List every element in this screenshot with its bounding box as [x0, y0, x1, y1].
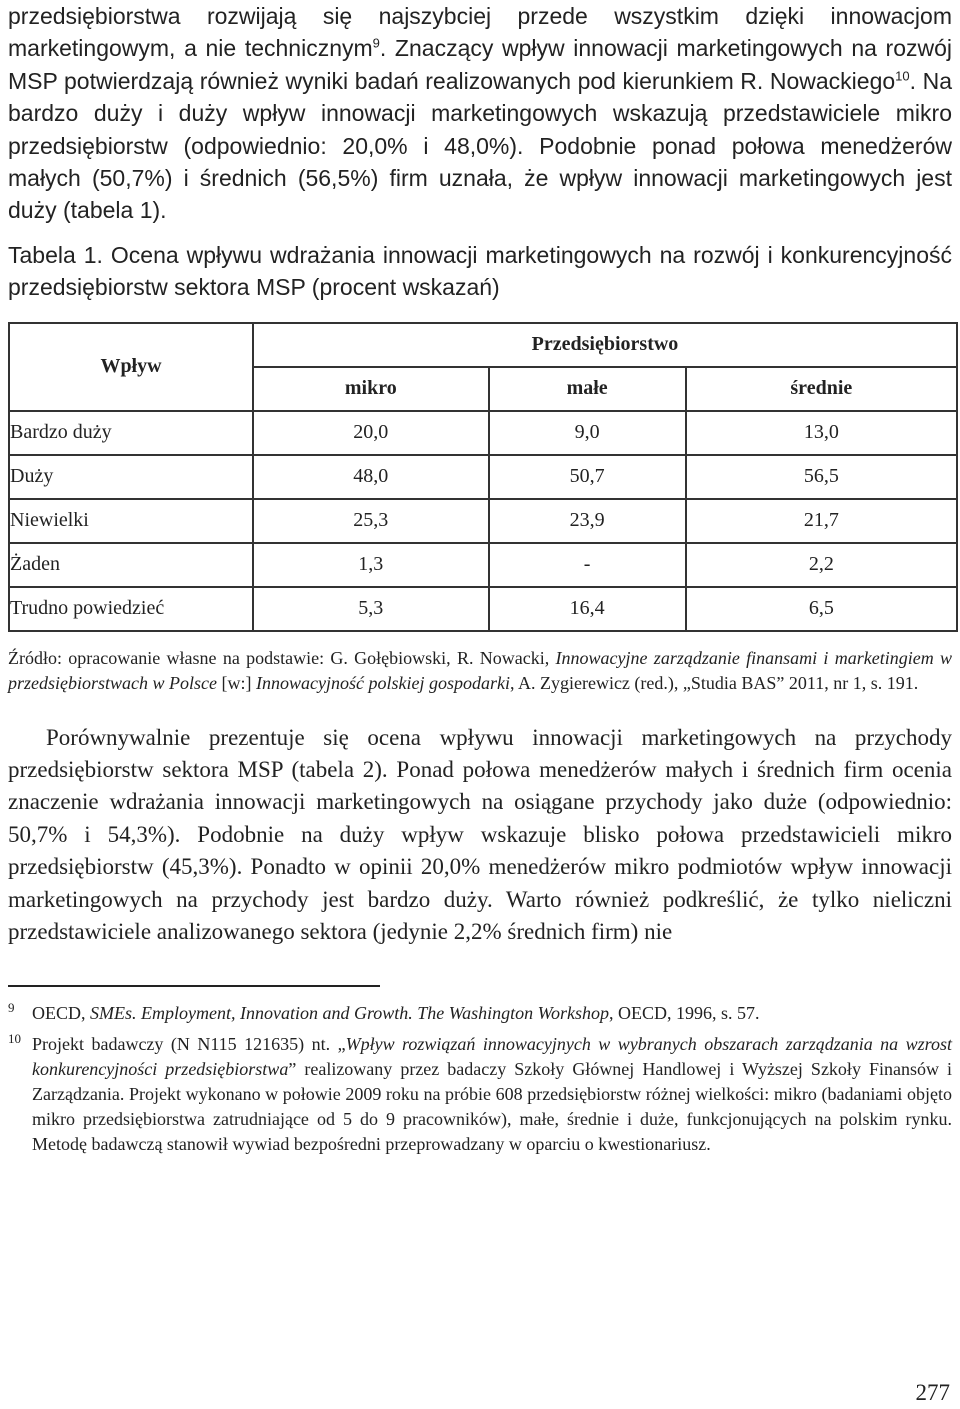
body-paragraph: Porównywalnie prezentuje się ocena wpływu innowacji marketingowych na przychody przedsiębiorstw sektora MSP (tabela 2). Ponad połowa menedżerów małych i średnich firm ocenia znaczenie wdrażania innowacji marketingowych na osiągane przychody jako duże (odpowiednio: 50,7% i 54,3%). Podobnie na duży wpływ wskazuje blisko połowa przedstawicieli mikro przedsiębiorstw (45,3%). Ponadto w opinii 20,0% menedżerów mikro podmiotów wpływ innowacji marketingowych na przychody jest bardzo duży. Warto również podkreślić, że tylko nieliczni przedstawiciele analizowanego sektora (jedynie 2,2% średnich firm) nie	[8, 724, 952, 945]
cell-male: -	[489, 543, 686, 587]
table-row	[9, 411, 957, 455]
footnote-ref-10[interactable]: 10	[895, 68, 910, 84]
footnote-text: OECD,	[32, 1002, 90, 1023]
row-label: Niewielki	[9, 499, 253, 543]
footnote-ref-9[interactable]: 9	[372, 35, 380, 51]
cell-srednie: 6,5	[686, 587, 957, 631]
footnote-title: SMEs. Employment, Innovation and Growth. The Washington Workshop	[90, 1002, 609, 1023]
table-row	[9, 455, 957, 499]
header-mikro: mikro	[253, 367, 489, 411]
intro-text-3: . Na bardzo duży i duży wpływ innowacji marketingowych wskazują przedstawiciele mikro przedsiębiorstw (odpowiednio: 20,0% i 48,0%). Podobnie ponad połowa menedżerów małych (50,7%) i średnich (56,5%) firm uznała, że wpływ innowacji marketingowych jest duży (tabela 1).	[8, 67, 953, 224]
cell-srednie: 13,0	[686, 411, 957, 455]
header-przedsiebiorstwo: Przedsiębiorstwo	[253, 323, 957, 367]
cell-male: 9,0	[489, 411, 686, 455]
cell-male: 23,9	[489, 499, 686, 543]
cell-srednie: 56,5	[686, 455, 957, 499]
footnote-10	[8, 1032, 952, 1157]
cell-mikro: 25,3	[253, 499, 489, 543]
cell-mikro: 48,0	[253, 455, 489, 499]
table-source	[8, 646, 952, 696]
footnote-9	[8, 1001, 952, 1026]
cell-mikro: 20,0	[253, 411, 489, 455]
table-row	[9, 587, 957, 631]
cell-mikro: 1,3	[253, 543, 489, 587]
table-row	[9, 499, 957, 543]
cell-male: 50,7	[489, 455, 686, 499]
cell-male: 16,4	[489, 587, 686, 631]
footnote-text: , OECD, 1996, s. 57.	[609, 1002, 760, 1023]
header-srednie: średnie	[686, 367, 957, 411]
source-text-3: , A. Zygierewicz (red.), „Studia BAS” 2011, nr 1, s. 191.	[509, 672, 919, 693]
footnote-text: Projekt badawczy (N N115 121635) nt. „	[32, 1033, 346, 1054]
footnote-title: Wpływ rozwiązań innowacyjnych w wybranych obszarach zarządzania na wzrost konkurencyjności przedsiębiorstwa	[32, 1033, 952, 1079]
source-text-2: [w:]	[217, 672, 256, 693]
cell-mikro: 5,3	[253, 587, 489, 631]
document-page	[8, 0, 952, 1157]
table-row	[9, 543, 957, 587]
footnote-mark: 10	[8, 1030, 21, 1046]
intro-text-1: przedsiębiorstwa rozwijają się najszybciej przede wszystkim dzięki innowacjom marketingowym, a nie technicznym	[8, 3, 952, 62]
header-male: małe	[489, 367, 686, 411]
row-label: Duży	[9, 455, 253, 499]
source-text-1: Źródło: opracowanie własne na podstawie: G. Gołębiowski, R. Nowacki,	[8, 647, 556, 668]
table-caption: Tabela 1. Ocena wpływu wdrażania innowacji marketingowych na rozwój i konkurencyjność przedsiębiorstw sektora MSP (procent wskazań)	[8, 241, 952, 301]
footnote-separator	[8, 985, 380, 987]
header-wplyw: Wpływ	[9, 323, 253, 411]
row-label: Bardzo duży	[9, 411, 253, 455]
intro-text-2: . Znaczący wpływ innowacji marketingowych na rozwój MSP potwierdzają również wyniki badań realizowanych pod kierunkiem R. Nowackiego	[8, 35, 952, 94]
data-table	[8, 322, 958, 632]
footnote-text: ” realizowany przez badaczy Szkoły Głównej Handlowej i Wyższej Szkoły Finansów i Zarządzania. Projekt wykonano w połowie 2009 roku na próbie 608 przedsiębiorstw różnej wielkości: mikro (badaniami objęto mikro przedsiębiorstwa zatrudniające od 5 do 9 pracowników), małe, średnie i duże, funkcjonujących na polskim rynku. Metodę badawczą stanowił wywiad bezpośredni przeprowadzany w oparciu o kwestionariusz.	[32, 1058, 952, 1154]
source-title: Innowacyjne zarządzanie finansami i marketingiem w przedsiębiorstwach w Polsce	[8, 647, 952, 693]
cell-srednie: 2,2	[686, 543, 957, 587]
source-book: Innowacyjność polskiej gospodarki	[256, 672, 510, 693]
page-number: 277	[915, 1380, 950, 1405]
row-label: Żaden	[9, 543, 253, 587]
intro-paragraph	[8, 0, 952, 227]
row-label: Trudno powiedzieć	[9, 587, 253, 631]
footnote-mark: 9	[8, 999, 15, 1015]
cell-srednie: 21,7	[686, 499, 957, 543]
